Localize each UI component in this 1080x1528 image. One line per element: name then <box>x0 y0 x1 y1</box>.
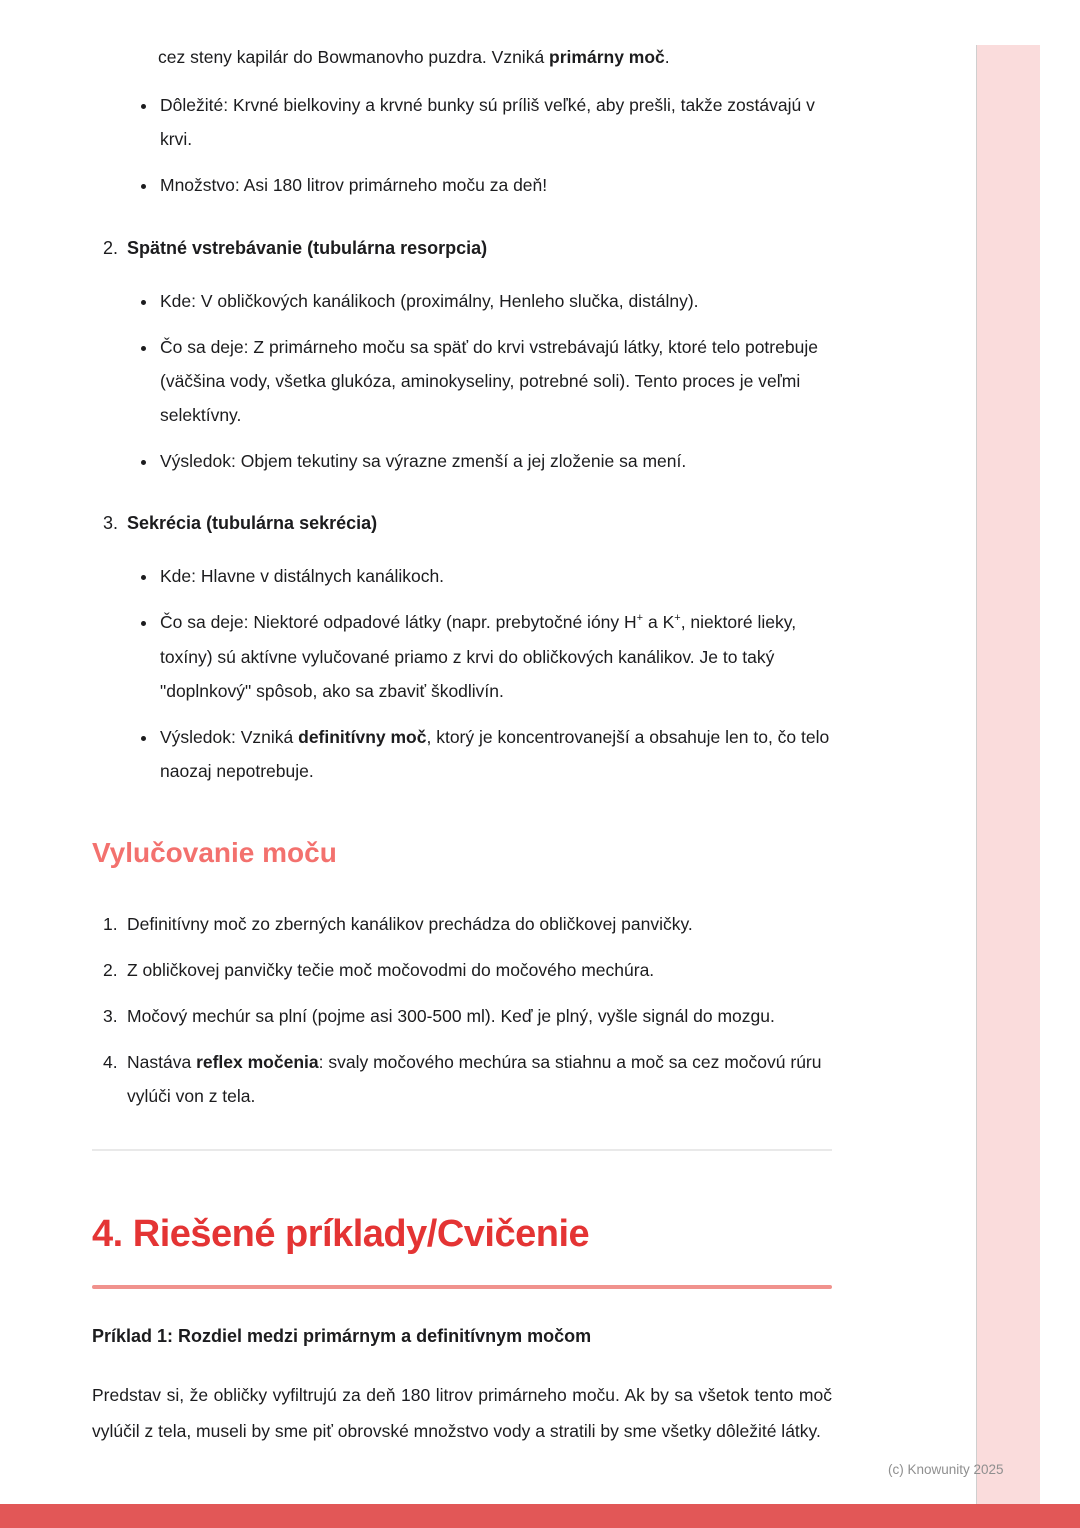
section-sekrecia <box>92 506 832 788</box>
section-heading-text: Sekrécia (tubulárna sekrécia) <box>127 513 378 534</box>
bullet-item: • Výsledok: Vzniká definitívny moč, ktorý je koncentrovanejší a obsahuje len to, čo telo naozaj nepotrebuje. <box>158 720 832 788</box>
section-spatne-vstrebavanie <box>92 231 832 479</box>
item-text: Nastáva reflex močenia: svaly močového mechúra sa stiahnu a moč sa cez močovú rúru vylúči von z tela. <box>127 1052 822 1107</box>
bullet-item: • Kde: Hlavne v distálnych kanálikoch. <box>158 559 832 593</box>
section-bullet-list <box>92 559 832 788</box>
vylucovanie-numbered-list <box>92 907 832 1114</box>
item-number: 2. <box>103 959 118 980</box>
bullet-item: • Čo sa deje: Z primárneho moču sa späť do krvi vstrebávajú látky, ktoré telo potrebuje (väčšina vody, všetka glukóza, aminokyseliny, potrebné soli). Tento proces je veľmi selektívny. <box>158 330 832 432</box>
numbered-item <box>103 1045 832 1113</box>
intro-bullet-list <box>92 88 832 202</box>
numbered-section-heading <box>103 506 832 541</box>
section-title-vylucovanie-mocu: Vylučovanie moču <box>92 837 337 869</box>
chapter-title: 4. Riešené príklady/Cvičenie <box>92 1213 590 1256</box>
bullet-item: • Množstvo: Asi 180 litrov primárneho moču za deň! <box>158 168 832 202</box>
section-number: 2. <box>103 237 119 258</box>
bullet-item: • Kde: V obličkových kanálikoch (proximálny, Henleho slučka, distálny). <box>158 284 832 318</box>
bottom-accent-bar <box>0 1504 1080 1528</box>
example-paragraph: Predstav si, že obličky vyfiltrujú za deň 180 litrov primárneho moču. Ak by sa všetok tento moč vylúčil z tela, museli by sme piť obrovské množstvo vody a stratili by sme všetky dôležité látky. <box>92 1385 832 1442</box>
next-page-edge <box>976 45 1040 1504</box>
chapter-title-underline <box>92 1285 832 1289</box>
numbered-item <box>103 953 832 987</box>
item-text: Z obličkovej panvičky tečie moč močovodmi do močového mechúra. <box>127 959 655 980</box>
footer-credit: (c) Knowunity 2025 <box>888 1462 1004 1477</box>
document-content <box>92 40 832 1450</box>
numbered-section-heading <box>103 231 832 266</box>
bullet-item: • Čo sa deje: Niektoré odpadové látky (napr. prebytočné ióny H+ a K+, niektoré lieky, toxíny) sú aktívne vylučované priamo z krvi do obličkových kanálikov. Je to taký "doplnkový" spôsob, ako sa zbaviť škodlivín. <box>158 605 832 707</box>
numbered-item <box>103 907 832 941</box>
bullet-item: • Dôležité: Krvné bielkoviny a krvné bunky sú príliš veľké, aby prešli, takže zostávajú v krvi. <box>158 88 832 156</box>
example-title: Príklad 1: Rozdiel medzi primárnym a definitívnym močom <box>92 1326 592 1347</box>
continuation-paragraph: cez steny kapilár do Bowmanovho puzdra. Vzniká primárny moč. <box>158 47 670 67</box>
bullet-item: • Výsledok: Objem tekutiny sa výrazne zmenší a jej zloženie sa mení. <box>158 444 832 478</box>
section-number: 3. <box>103 513 119 534</box>
item-number: 3. <box>103 1005 118 1026</box>
item-text: Močový mechúr sa plní (pojme asi 300-500 ml). Keď je plný, vyšle signál do mozgu. <box>127 1005 775 1026</box>
section-divider <box>92 1149 832 1151</box>
numbered-item <box>103 999 832 1033</box>
item-number: 1. <box>103 913 118 934</box>
item-text: Definitívny moč zo zberných kanálikov prechádza do obličkovej panvičky. <box>127 913 693 934</box>
section-heading-text: Spätné vstrebávanie (tubulárna resorpcia) <box>127 237 488 258</box>
section-bullet-list <box>92 284 832 479</box>
item-number: 4. <box>103 1052 118 1073</box>
